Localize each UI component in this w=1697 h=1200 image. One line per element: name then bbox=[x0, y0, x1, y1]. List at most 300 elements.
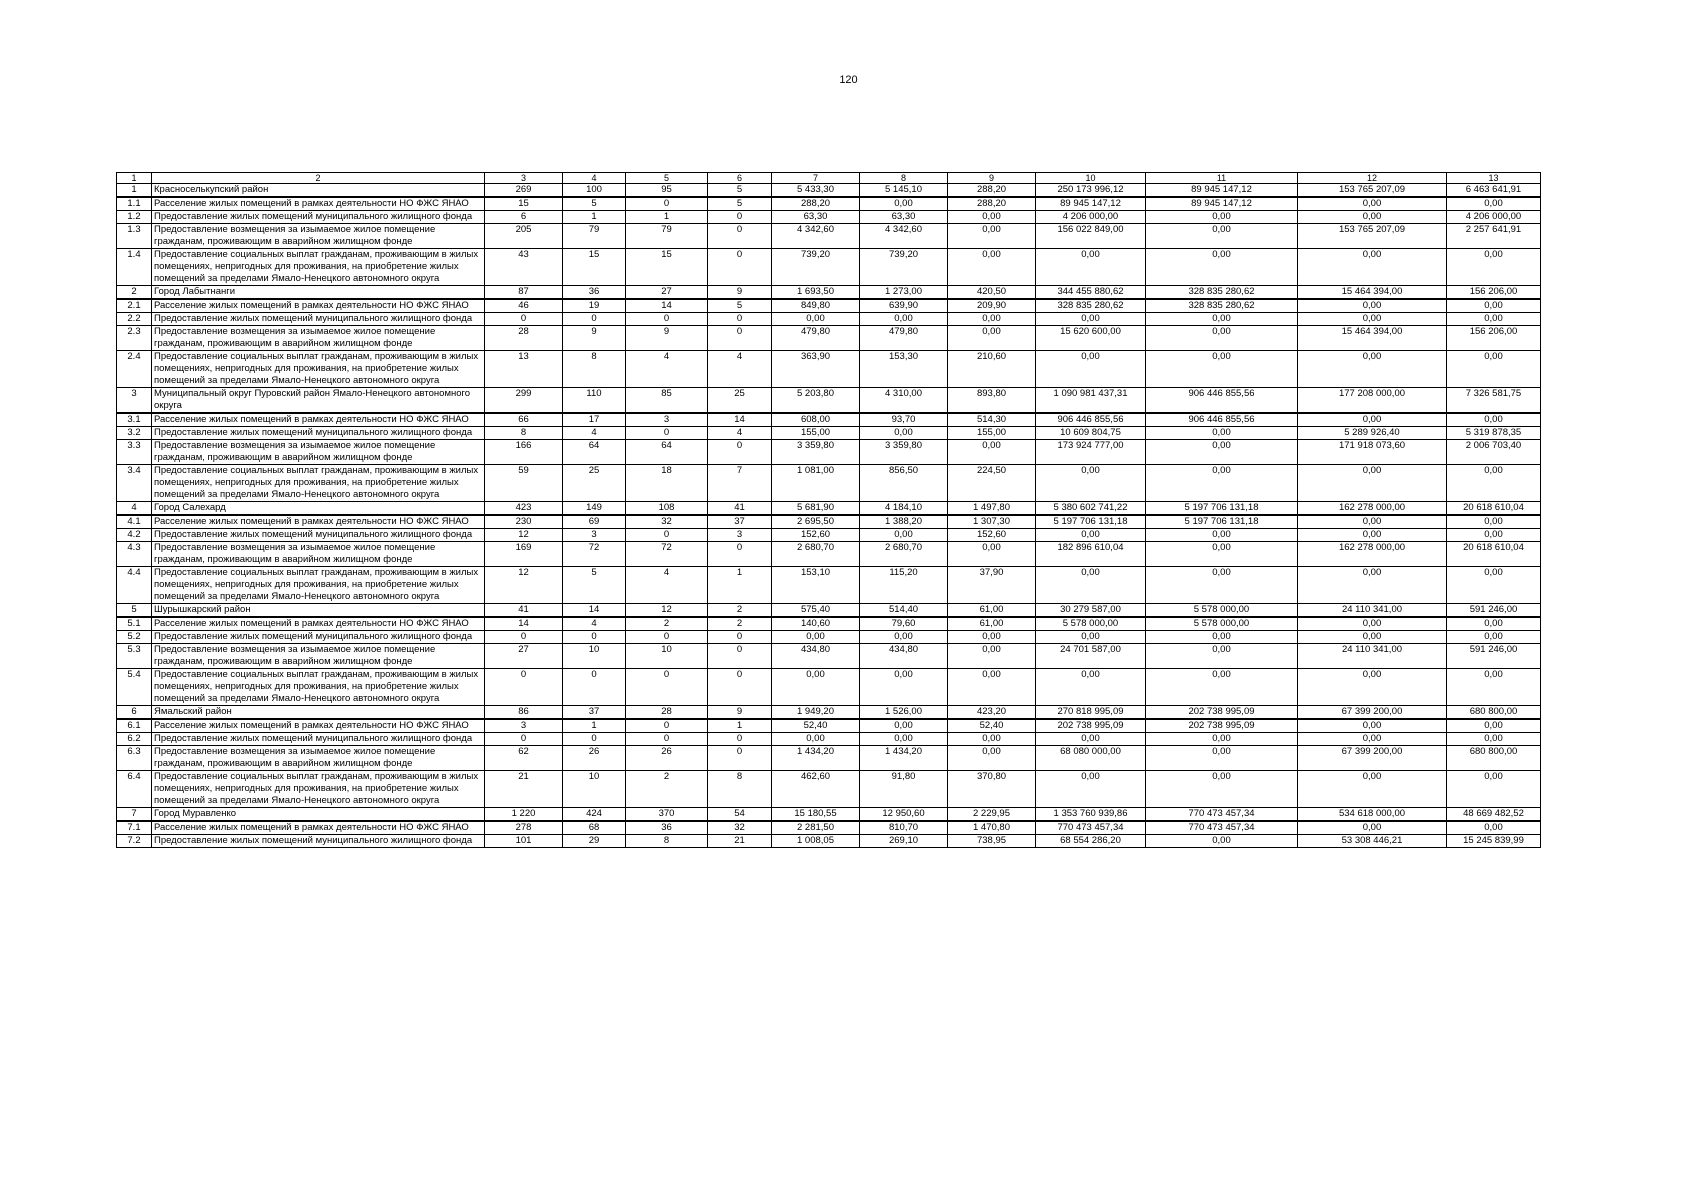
value-cell: 20 618 610,04 bbox=[1447, 542, 1541, 567]
value-cell: 278 bbox=[485, 821, 563, 835]
row-name-cell: Шурышкарский район bbox=[152, 604, 485, 618]
column-number-cell: 7 bbox=[772, 173, 860, 184]
value-cell: 5 578 000,00 bbox=[1146, 617, 1298, 631]
value-cell: 19 bbox=[563, 299, 626, 313]
row-number-cell: 2.1 bbox=[117, 299, 152, 313]
value-cell: 2 281,50 bbox=[772, 821, 860, 835]
value-cell: 0 bbox=[708, 644, 772, 669]
value-cell: 9 bbox=[626, 326, 708, 351]
value-cell: 26 bbox=[626, 746, 708, 771]
value-cell: 0,00 bbox=[1447, 299, 1541, 313]
value-cell: 1 693,50 bbox=[772, 286, 860, 300]
page-number: 120 bbox=[839, 74, 858, 86]
value-cell: 10 bbox=[563, 771, 626, 808]
table-row bbox=[117, 617, 1541, 631]
value-cell: 17 bbox=[563, 413, 626, 427]
row-number-cell: 5 bbox=[117, 604, 152, 618]
value-cell: 420,50 bbox=[948, 286, 1036, 300]
value-cell: 0 bbox=[563, 631, 626, 644]
value-cell: 680 800,00 bbox=[1447, 746, 1541, 771]
value-cell: 15 464 394,00 bbox=[1298, 286, 1447, 300]
row-number-cell: 2.3 bbox=[117, 326, 152, 351]
value-cell: 0 bbox=[626, 631, 708, 644]
value-cell: 0 bbox=[708, 669, 772, 706]
value-cell: 1 353 760 939,86 bbox=[1036, 808, 1146, 822]
value-cell: 87 bbox=[485, 286, 563, 300]
value-cell: 0,00 bbox=[1447, 821, 1541, 835]
value-cell: 95 bbox=[626, 184, 708, 198]
value-cell: 28 bbox=[485, 326, 563, 351]
value-cell: 0,00 bbox=[1298, 515, 1447, 529]
value-cell: 0 bbox=[708, 249, 772, 286]
value-cell: 68 080 000,00 bbox=[1036, 746, 1146, 771]
value-cell: 810,70 bbox=[860, 821, 948, 835]
value-cell: 20 618 610,04 bbox=[1447, 502, 1541, 516]
value-cell: 4 206 000,00 bbox=[1447, 211, 1541, 224]
row-number-cell: 6 bbox=[117, 706, 152, 720]
value-cell: 14 bbox=[485, 617, 563, 631]
value-cell: 0,00 bbox=[1298, 771, 1447, 808]
value-cell: 906 446 855,56 bbox=[1146, 413, 1298, 427]
value-cell: 28 bbox=[626, 706, 708, 720]
value-cell: 0 bbox=[563, 313, 626, 326]
value-cell: 5 197 706 131,18 bbox=[1036, 515, 1146, 529]
table-row bbox=[117, 197, 1541, 211]
value-cell: 739,20 bbox=[860, 249, 948, 286]
row-name-cell: Предоставление возмещения за изымаемое жилое помещение гражданам, проживающим в аварийном жилищном фонде bbox=[152, 542, 485, 567]
column-number-cell: 6 bbox=[708, 173, 772, 184]
value-cell: 149 bbox=[563, 502, 626, 516]
value-cell: 770 473 457,34 bbox=[1146, 808, 1298, 822]
value-cell: 182 896 610,04 bbox=[1036, 542, 1146, 567]
value-cell: 0 bbox=[708, 440, 772, 465]
value-cell: 63,30 bbox=[860, 211, 948, 224]
row-name-cell: Предоставление возмещения за изымаемое жилое помещение гражданам, проживающим в аварийном жилищном фонде bbox=[152, 644, 485, 669]
value-cell: 100 bbox=[563, 184, 626, 198]
value-cell: 0 bbox=[708, 224, 772, 249]
value-cell: 93,70 bbox=[860, 413, 948, 427]
row-name-cell: Предоставление социальных выплат гражданам, проживающим в жилых помещениях, непригодных для проживания, на приобретение жилых помещений за пределами Ямало-Ненецкого автономного округа bbox=[152, 465, 485, 502]
value-cell: 53 308 446,21 bbox=[1298, 835, 1447, 848]
value-cell: 370 bbox=[626, 808, 708, 822]
value-cell: 15 bbox=[563, 249, 626, 286]
value-cell: 856,50 bbox=[860, 465, 948, 502]
value-cell: 3 359,80 bbox=[772, 440, 860, 465]
value-cell: 5 197 706 131,18 bbox=[1146, 515, 1298, 529]
row-number-cell: 2.2 bbox=[117, 313, 152, 326]
value-cell: 79,60 bbox=[860, 617, 948, 631]
value-cell: 0,00 bbox=[1298, 313, 1447, 326]
value-cell: 0,00 bbox=[1298, 669, 1447, 706]
value-cell: 21 bbox=[485, 771, 563, 808]
value-cell: 363,90 bbox=[772, 351, 860, 388]
value-cell: 4 bbox=[626, 567, 708, 604]
value-cell: 41 bbox=[708, 502, 772, 516]
table-row bbox=[117, 835, 1541, 848]
value-cell: 434,80 bbox=[860, 644, 948, 669]
value-cell: 0,00 bbox=[1036, 465, 1146, 502]
row-number-cell: 4.2 bbox=[117, 529, 152, 542]
value-cell: 0,00 bbox=[1447, 669, 1541, 706]
value-cell: 0,00 bbox=[1146, 644, 1298, 669]
table-row bbox=[117, 351, 1541, 388]
column-number-cell: 13 bbox=[1447, 173, 1541, 184]
value-cell: 9 bbox=[708, 706, 772, 720]
value-cell: 0,00 bbox=[772, 313, 860, 326]
value-cell: 5 bbox=[563, 567, 626, 604]
value-cell: 434,80 bbox=[772, 644, 860, 669]
row-number-cell: 4.4 bbox=[117, 567, 152, 604]
value-cell: 64 bbox=[626, 440, 708, 465]
value-cell: 155,00 bbox=[948, 427, 1036, 440]
column-number-cell: 3 bbox=[485, 173, 563, 184]
value-cell: 514,30 bbox=[948, 413, 1036, 427]
value-cell: 4 bbox=[626, 351, 708, 388]
row-number-cell: 1.3 bbox=[117, 224, 152, 249]
row-number-cell: 2 bbox=[117, 286, 152, 300]
value-cell: 0,00 bbox=[1298, 733, 1447, 746]
value-cell: 14 bbox=[708, 413, 772, 427]
value-cell: 153 765 207,09 bbox=[1298, 184, 1447, 198]
row-number-cell: 3.4 bbox=[117, 465, 152, 502]
value-cell: 893,80 bbox=[948, 388, 1036, 414]
row-name-cell: Предоставление социальных выплат гражданам, проживающим в жилых помещениях, непригодных для проживания, на приобретение жилых помещений за пределами Ямало-Ненецкого автономного округа bbox=[152, 249, 485, 286]
row-number-cell: 7.2 bbox=[117, 835, 152, 848]
value-cell: 52,40 bbox=[772, 719, 860, 733]
value-cell: 299 bbox=[485, 388, 563, 414]
row-number-cell: 6.4 bbox=[117, 771, 152, 808]
value-cell: 24 110 341,00 bbox=[1298, 604, 1447, 618]
value-cell: 12 bbox=[485, 529, 563, 542]
value-cell: 680 800,00 bbox=[1447, 706, 1541, 720]
value-cell: 26 bbox=[563, 746, 626, 771]
row-name-cell: Предоставление возмещения за изымаемое жилое помещение гражданам, проживающим в аварийном жилищном фонде bbox=[152, 746, 485, 771]
value-cell: 72 bbox=[563, 542, 626, 567]
value-cell: 2 229,95 bbox=[948, 808, 1036, 822]
row-name-cell: Предоставление жилых помещений муниципального жилищного фонда bbox=[152, 313, 485, 326]
value-cell: 1 949,20 bbox=[772, 706, 860, 720]
row-name-cell: Расселение жилых помещений в рамках деятельности НО ФЖС ЯНАО bbox=[152, 515, 485, 529]
value-cell: 18 bbox=[626, 465, 708, 502]
table-row bbox=[117, 669, 1541, 706]
value-cell: 3 359,80 bbox=[860, 440, 948, 465]
row-name-cell: Муниципальный округ Пуровский район Ямало-Ненецкого автономного округа bbox=[152, 388, 485, 414]
value-cell: 162 278 000,00 bbox=[1298, 502, 1447, 516]
value-cell: 0,00 bbox=[948, 631, 1036, 644]
row-name-cell: Предоставление возмещения за изымаемое жилое помещение гражданам, проживающим в аварийном жилищном фонде bbox=[152, 440, 485, 465]
row-name-cell: Красноселькупский район bbox=[152, 184, 485, 198]
value-cell: 162 278 000,00 bbox=[1298, 542, 1447, 567]
table-row bbox=[117, 427, 1541, 440]
value-cell: 462,60 bbox=[772, 771, 860, 808]
row-name-cell: Город Муравленко bbox=[152, 808, 485, 822]
value-cell: 0,00 bbox=[948, 733, 1036, 746]
value-cell: 0 bbox=[708, 326, 772, 351]
value-cell: 6 bbox=[485, 211, 563, 224]
value-cell: 0,00 bbox=[1298, 413, 1447, 427]
value-cell: 0,00 bbox=[1036, 351, 1146, 388]
value-cell: 591 246,00 bbox=[1447, 644, 1541, 669]
value-cell: 79 bbox=[563, 224, 626, 249]
value-cell: 0,00 bbox=[1298, 249, 1447, 286]
table-row-total bbox=[117, 706, 1541, 720]
value-cell: 0,00 bbox=[948, 224, 1036, 249]
row-number-cell: 1.4 bbox=[117, 249, 152, 286]
value-cell: 0,00 bbox=[948, 249, 1036, 286]
value-cell: 152,60 bbox=[772, 529, 860, 542]
value-cell: 575,40 bbox=[772, 604, 860, 618]
value-cell: 36 bbox=[563, 286, 626, 300]
table-row-total bbox=[117, 388, 1541, 414]
value-cell: 5 197 706 131,18 bbox=[1146, 502, 1298, 516]
table-row bbox=[117, 821, 1541, 835]
value-cell: 4 bbox=[563, 617, 626, 631]
value-cell: 85 bbox=[626, 388, 708, 414]
column-number-cell: 8 bbox=[860, 173, 948, 184]
table-row bbox=[117, 313, 1541, 326]
row-name-cell: Ямальский район bbox=[152, 706, 485, 720]
value-cell: 5 681,90 bbox=[772, 502, 860, 516]
row-number-cell: 2.4 bbox=[117, 351, 152, 388]
table-row bbox=[117, 326, 1541, 351]
value-cell: 2 257 641,91 bbox=[1447, 224, 1541, 249]
value-cell: 2 680,70 bbox=[772, 542, 860, 567]
row-name-cell: Предоставление жилых помещений муниципального жилищного фонда bbox=[152, 529, 485, 542]
table-row bbox=[117, 631, 1541, 644]
value-cell: 0,00 bbox=[1146, 326, 1298, 351]
value-cell: 738,95 bbox=[948, 835, 1036, 848]
value-cell: 0,00 bbox=[1146, 631, 1298, 644]
value-cell: 5 203,80 bbox=[772, 388, 860, 414]
value-cell: 0 bbox=[626, 313, 708, 326]
value-cell: 849,80 bbox=[772, 299, 860, 313]
value-cell: 64 bbox=[563, 440, 626, 465]
value-cell: 1 526,00 bbox=[860, 706, 948, 720]
value-cell: 0 bbox=[626, 733, 708, 746]
value-cell: 59 bbox=[485, 465, 563, 502]
row-name-cell: Расселение жилых помещений в рамках деятельности НО ФЖС ЯНАО bbox=[152, 821, 485, 835]
table-row bbox=[117, 440, 1541, 465]
table-row bbox=[117, 211, 1541, 224]
value-cell: 0,00 bbox=[1298, 631, 1447, 644]
value-cell: 0,00 bbox=[1447, 617, 1541, 631]
value-cell: 0,00 bbox=[948, 211, 1036, 224]
row-number-cell: 6.3 bbox=[117, 746, 152, 771]
value-cell: 1 bbox=[563, 719, 626, 733]
value-cell: 15 bbox=[626, 249, 708, 286]
row-name-cell: Предоставление социальных выплат гражданам, проживающим в жилых помещениях, непригодных для проживания, на приобретение жилых помещений за пределами Ямало-Ненецкого автономного округа bbox=[152, 771, 485, 808]
value-cell: 13 bbox=[485, 351, 563, 388]
value-cell: 288,20 bbox=[948, 184, 1036, 198]
value-cell: 177 208 000,00 bbox=[1298, 388, 1447, 414]
row-name-cell: Расселение жилых помещений в рамках деятельности НО ФЖС ЯНАО bbox=[152, 197, 485, 211]
value-cell: 37 bbox=[708, 515, 772, 529]
row-name-cell: Расселение жилых помещений в рамках деятельности НО ФЖС ЯНАО bbox=[152, 413, 485, 427]
value-cell: 0,00 bbox=[1146, 313, 1298, 326]
value-cell: 1 008,05 bbox=[772, 835, 860, 848]
value-cell: 1 388,20 bbox=[860, 515, 948, 529]
value-cell: 153 765 207,09 bbox=[1298, 224, 1447, 249]
value-cell: 0,00 bbox=[772, 669, 860, 706]
value-cell: 0,00 bbox=[1146, 249, 1298, 286]
value-cell: 152,60 bbox=[948, 529, 1036, 542]
value-cell: 224,50 bbox=[948, 465, 1036, 502]
value-cell: 230 bbox=[485, 515, 563, 529]
value-cell: 0,00 bbox=[948, 669, 1036, 706]
value-cell: 0,00 bbox=[1146, 733, 1298, 746]
value-cell: 0,00 bbox=[1447, 413, 1541, 427]
value-cell: 5 380 602 741,22 bbox=[1036, 502, 1146, 516]
row-number-cell: 7 bbox=[117, 808, 152, 822]
value-cell: 0,00 bbox=[1036, 249, 1146, 286]
value-cell: 0,00 bbox=[1298, 719, 1447, 733]
value-cell: 608,00 bbox=[772, 413, 860, 427]
value-cell: 1 307,30 bbox=[948, 515, 1036, 529]
value-cell: 202 738 995,09 bbox=[1146, 719, 1298, 733]
value-cell: 5 319 878,35 bbox=[1447, 427, 1541, 440]
value-cell: 0,00 bbox=[1298, 529, 1447, 542]
value-cell: 1 220 bbox=[485, 808, 563, 822]
value-cell: 424 bbox=[563, 808, 626, 822]
table-row bbox=[117, 644, 1541, 669]
value-cell: 202 738 995,09 bbox=[1036, 719, 1146, 733]
value-cell: 0,00 bbox=[1298, 299, 1447, 313]
value-cell: 2 680,70 bbox=[860, 542, 948, 567]
value-cell: 1 bbox=[708, 567, 772, 604]
value-cell: 0,00 bbox=[948, 326, 1036, 351]
value-cell: 770 473 457,34 bbox=[1036, 821, 1146, 835]
value-cell: 2 bbox=[708, 604, 772, 618]
value-cell: 41 bbox=[485, 604, 563, 618]
value-cell: 0,00 bbox=[860, 197, 948, 211]
value-cell: 0,00 bbox=[1298, 617, 1447, 631]
value-cell: 62 bbox=[485, 746, 563, 771]
value-cell: 0,00 bbox=[1146, 529, 1298, 542]
value-cell: 5 433,30 bbox=[772, 184, 860, 198]
value-cell: 906 446 855,56 bbox=[1036, 413, 1146, 427]
value-cell: 0,00 bbox=[772, 733, 860, 746]
value-cell: 27 bbox=[485, 644, 563, 669]
value-cell: 15 245 839,99 bbox=[1447, 835, 1541, 848]
value-cell: 7 bbox=[708, 465, 772, 502]
column-number-cell: 2 bbox=[152, 173, 485, 184]
value-cell: 12 950,60 bbox=[860, 808, 948, 822]
value-cell: 0,00 bbox=[1036, 631, 1146, 644]
value-cell: 370,80 bbox=[948, 771, 1036, 808]
value-cell: 89 945 147,12 bbox=[1036, 197, 1146, 211]
value-cell: 2 695,50 bbox=[772, 515, 860, 529]
value-cell: 0,00 bbox=[1298, 211, 1447, 224]
value-cell: 1 470,80 bbox=[948, 821, 1036, 835]
row-name-cell: Предоставление жилых помещений муниципального жилищного фонда bbox=[152, 211, 485, 224]
value-cell: 0,00 bbox=[1146, 440, 1298, 465]
value-cell: 3 bbox=[563, 529, 626, 542]
value-cell: 2 bbox=[626, 617, 708, 631]
value-cell: 0,00 bbox=[1036, 669, 1146, 706]
value-cell: 4 bbox=[563, 427, 626, 440]
value-cell: 328 835 280,62 bbox=[1146, 286, 1298, 300]
value-cell: 14 bbox=[626, 299, 708, 313]
value-cell: 72 bbox=[626, 542, 708, 567]
table-row bbox=[117, 529, 1541, 542]
value-cell: 5 145,10 bbox=[860, 184, 948, 198]
column-number-cell: 11 bbox=[1146, 173, 1298, 184]
value-cell: 1 bbox=[626, 211, 708, 224]
row-name-cell: Предоставление возмещения за изымаемое жилое помещение гражданам, проживающим в аварийном жилищном фонде bbox=[152, 326, 485, 351]
value-cell: 166 bbox=[485, 440, 563, 465]
value-cell: 0,00 bbox=[1447, 197, 1541, 211]
value-cell: 739,20 bbox=[772, 249, 860, 286]
value-cell: 0,00 bbox=[1146, 835, 1298, 848]
column-number-cell: 9 bbox=[948, 173, 1036, 184]
value-cell: 5 bbox=[708, 299, 772, 313]
value-cell: 25 bbox=[708, 388, 772, 414]
value-cell: 423,20 bbox=[948, 706, 1036, 720]
value-cell: 269,10 bbox=[860, 835, 948, 848]
value-cell: 29 bbox=[563, 835, 626, 848]
value-cell: 0,00 bbox=[1146, 211, 1298, 224]
value-cell: 4 342,60 bbox=[772, 224, 860, 249]
value-cell: 0,00 bbox=[1036, 567, 1146, 604]
value-cell: 4 184,10 bbox=[860, 502, 948, 516]
column-number-cell: 12 bbox=[1298, 173, 1447, 184]
value-cell: 0 bbox=[708, 733, 772, 746]
row-name-cell: Предоставление жилых помещений муниципального жилищного фонда bbox=[152, 427, 485, 440]
row-number-cell: 3.2 bbox=[117, 427, 152, 440]
value-cell: 0,00 bbox=[1036, 771, 1146, 808]
value-cell: 61,00 bbox=[948, 617, 1036, 631]
value-cell: 3 bbox=[708, 529, 772, 542]
column-number-cell: 10 bbox=[1036, 173, 1146, 184]
value-cell: 534 618 000,00 bbox=[1298, 808, 1447, 822]
table-row bbox=[117, 719, 1541, 733]
value-cell: 54 bbox=[708, 808, 772, 822]
value-cell: 0 bbox=[708, 211, 772, 224]
value-cell: 0 bbox=[708, 313, 772, 326]
value-cell: 0,00 bbox=[1146, 351, 1298, 388]
value-cell: 8 bbox=[563, 351, 626, 388]
value-cell: 153,10 bbox=[772, 567, 860, 604]
value-cell: 27 bbox=[626, 286, 708, 300]
value-cell: 0,00 bbox=[1447, 529, 1541, 542]
value-cell: 0,00 bbox=[948, 313, 1036, 326]
value-cell: 63,30 bbox=[772, 211, 860, 224]
value-cell: 906 446 855,56 bbox=[1146, 388, 1298, 414]
value-cell: 0,00 bbox=[1146, 567, 1298, 604]
value-cell: 5 578 000,00 bbox=[1036, 617, 1146, 631]
row-name-cell: Город Салехард bbox=[152, 502, 485, 516]
value-cell: 0,00 bbox=[860, 529, 948, 542]
value-cell: 5 578 000,00 bbox=[1146, 604, 1298, 618]
value-cell: 171 918 073,60 bbox=[1298, 440, 1447, 465]
column-number-cell: 5 bbox=[626, 173, 708, 184]
value-cell: 15 620 600,00 bbox=[1036, 326, 1146, 351]
value-cell: 66 bbox=[485, 413, 563, 427]
value-cell: 0,00 bbox=[1036, 733, 1146, 746]
value-cell: 205 bbox=[485, 224, 563, 249]
value-cell: 89 945 147,12 bbox=[1146, 197, 1298, 211]
value-cell: 43 bbox=[485, 249, 563, 286]
value-cell: 0,00 bbox=[772, 631, 860, 644]
value-cell: 115,20 bbox=[860, 567, 948, 604]
value-cell: 5 289 926,40 bbox=[1298, 427, 1447, 440]
value-cell: 21 bbox=[708, 835, 772, 848]
value-cell: 61,00 bbox=[948, 604, 1036, 618]
table-row bbox=[117, 465, 1541, 502]
value-cell: 0 bbox=[626, 719, 708, 733]
value-cell: 15 464 394,00 bbox=[1298, 326, 1447, 351]
value-cell: 0,00 bbox=[860, 631, 948, 644]
